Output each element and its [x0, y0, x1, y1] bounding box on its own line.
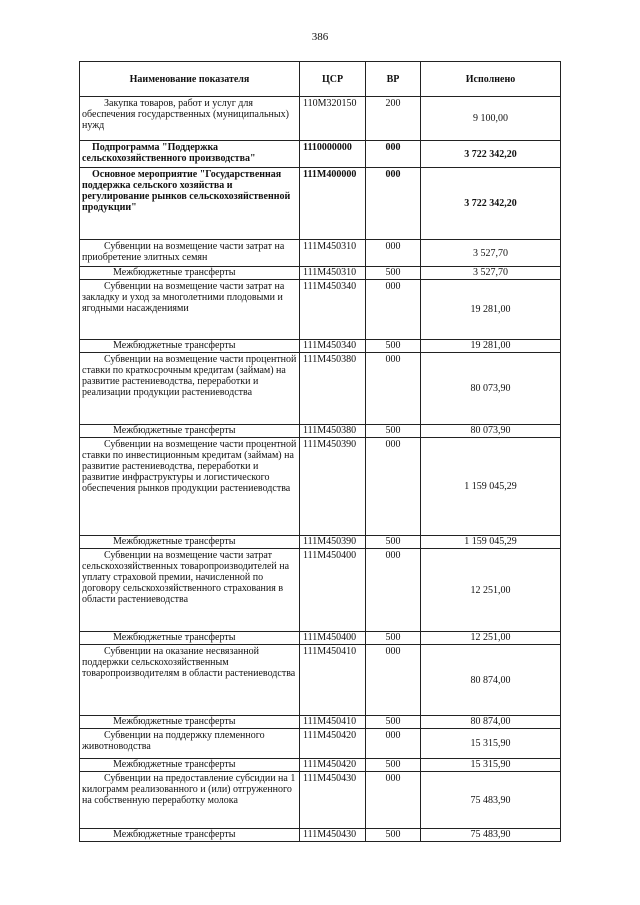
- table-row: [80, 267, 561, 280]
- row-csr: 111М450410: [300, 716, 366, 729]
- row-name: Субвенции на оказание несвязанной поддержки сельскохозяйственным товаропроизводителям в области растениеводства: [80, 645, 300, 716]
- row-executed: 75 483,90: [421, 772, 561, 829]
- row-executed: 15 315,90: [421, 729, 561, 759]
- row-executed: 1 159 045,29: [421, 536, 561, 549]
- row-csr: 111М450310: [300, 267, 366, 280]
- row-name: Закупка товаров, работ и услуг для обеспечения государственных (муниципальных) нужд: [80, 97, 300, 141]
- row-csr: 111М450380: [300, 353, 366, 425]
- row-vr: 000: [366, 280, 421, 340]
- row-vr: 000: [366, 353, 421, 425]
- row-vr: 000: [366, 549, 421, 632]
- row-csr: 111М400000: [300, 168, 366, 240]
- row-name: Межбюджетные трансферты: [80, 829, 300, 842]
- row-executed: 80 874,00: [421, 716, 561, 729]
- row-executed: 19 281,00: [421, 340, 561, 353]
- row-name: Подпрограмма "Поддержка сельскохозяйственного производства": [80, 141, 300, 168]
- table-row: [80, 759, 561, 772]
- row-vr: 000: [366, 240, 421, 267]
- table-row: [80, 168, 561, 240]
- row-name: Межбюджетные трансферты: [80, 340, 300, 353]
- row-csr: 111М450420: [300, 759, 366, 772]
- row-vr: 000: [366, 438, 421, 536]
- row-name: Субвенции на возмещение части затрат сельскохозяйственных товаропроизводителей на уплату страховой премии, начисленной по договору сельскохозяйственного страхования в области растениеводства: [80, 549, 300, 632]
- row-csr: 111М450340: [300, 340, 366, 353]
- row-vr: 500: [366, 632, 421, 645]
- header-name: Наименование показателя: [80, 62, 300, 97]
- table-row: [80, 716, 561, 729]
- row-executed: 9 100,00: [421, 97, 561, 141]
- row-executed: 3 527,70: [421, 267, 561, 280]
- row-name: Межбюджетные трансферты: [80, 425, 300, 438]
- row-name: Субвенции на возмещение части процентной ставки по инвестиционным кредитам (займам) на развитие растениеводства, переработки и развитие инфраструктуры и логистического обеспечения рынков продукции растениеводства: [80, 438, 300, 536]
- row-name: Субвенции на возмещение части затрат на закладку и уход за многолетними плодовыми и ягодными насаждениями: [80, 280, 300, 340]
- row-executed: 15 315,90: [421, 759, 561, 772]
- row-name: Субвенции на поддержку племенного животноводства: [80, 729, 300, 759]
- row-csr: 111М450420: [300, 729, 366, 759]
- row-name: Субвенции на возмещение части процентной ставки по краткосрочным кредитам (займам) на развитие растениеводства, переработки и реализации продукции растениеводства: [80, 353, 300, 425]
- table-row: [80, 97, 561, 141]
- row-vr: 500: [366, 425, 421, 438]
- row-executed: 3 722 342,20: [421, 141, 561, 168]
- row-name: Межбюджетные трансферты: [80, 267, 300, 280]
- table-row: [80, 549, 561, 632]
- row-vr: 500: [366, 716, 421, 729]
- table-row: [80, 280, 561, 340]
- row-name: Основное мероприятие "Государственная поддержка сельского хозяйства и регулирование рынков сельскохозяйственной продукции": [80, 168, 300, 240]
- row-name: Субвенции на предоставление субсидии на 1 килограмм реализованного и (или) отгруженного на собственную переработку молока: [80, 772, 300, 829]
- table-row: [80, 632, 561, 645]
- row-name: Межбюджетные трансферты: [80, 759, 300, 772]
- row-name: Межбюджетные трансферты: [80, 632, 300, 645]
- row-executed: 80 073,90: [421, 425, 561, 438]
- row-csr: 111М450430: [300, 772, 366, 829]
- row-name: Межбюджетные трансферты: [80, 536, 300, 549]
- header-executed: Исполнено: [421, 62, 561, 97]
- row-vr: 500: [366, 536, 421, 549]
- row-csr: 1110000000: [300, 141, 366, 168]
- table-row: [80, 240, 561, 267]
- row-executed: 1 159 045,29: [421, 438, 561, 536]
- row-executed: 80 073,90: [421, 353, 561, 425]
- table-row: [80, 141, 561, 168]
- header-vr: ВР: [366, 62, 421, 97]
- row-csr: 111М450340: [300, 280, 366, 340]
- row-vr: 500: [366, 267, 421, 280]
- table-row: [80, 772, 561, 829]
- table-body: [80, 97, 561, 842]
- row-vr: 000: [366, 141, 421, 168]
- budget-table: [79, 61, 561, 842]
- row-csr: 111М450410: [300, 645, 366, 716]
- row-name: Межбюджетные трансферты: [80, 716, 300, 729]
- row-executed: 3 527,70: [421, 240, 561, 267]
- table-row: [80, 340, 561, 353]
- table-row: [80, 829, 561, 842]
- header-csr: ЦСР: [300, 62, 366, 97]
- row-csr: 111М450400: [300, 549, 366, 632]
- row-csr: 111М450390: [300, 536, 366, 549]
- table-row: [80, 645, 561, 716]
- table-header-row: [80, 62, 561, 97]
- row-executed: 12 251,00: [421, 632, 561, 645]
- page-number: 386: [311, 31, 329, 43]
- row-executed: 80 874,00: [421, 645, 561, 716]
- row-vr: 000: [366, 645, 421, 716]
- row-executed: 19 281,00: [421, 280, 561, 340]
- row-executed: 12 251,00: [421, 549, 561, 632]
- row-csr: 110М320150: [300, 97, 366, 141]
- table-row: [80, 425, 561, 438]
- row-vr: 200: [366, 97, 421, 141]
- row-csr: 111М450390: [300, 438, 366, 536]
- table-row: [80, 729, 561, 759]
- table-row: [80, 536, 561, 549]
- row-csr: 111М450430: [300, 829, 366, 842]
- row-csr: 111М450380: [300, 425, 366, 438]
- table-row: [80, 438, 561, 536]
- row-vr: 500: [366, 829, 421, 842]
- row-vr: 500: [366, 759, 421, 772]
- table-row: [80, 353, 561, 425]
- row-vr: 000: [366, 729, 421, 759]
- row-csr: 111М450310: [300, 240, 366, 267]
- row-vr: 500: [366, 340, 421, 353]
- row-executed: 3 722 342,20: [421, 168, 561, 240]
- row-executed: 75 483,90: [421, 829, 561, 842]
- row-vr: 000: [366, 772, 421, 829]
- row-vr: 000: [366, 168, 421, 240]
- row-csr: 111М450400: [300, 632, 366, 645]
- row-name: Субвенции на возмещение части затрат на приобретение элитных семян: [80, 240, 300, 267]
